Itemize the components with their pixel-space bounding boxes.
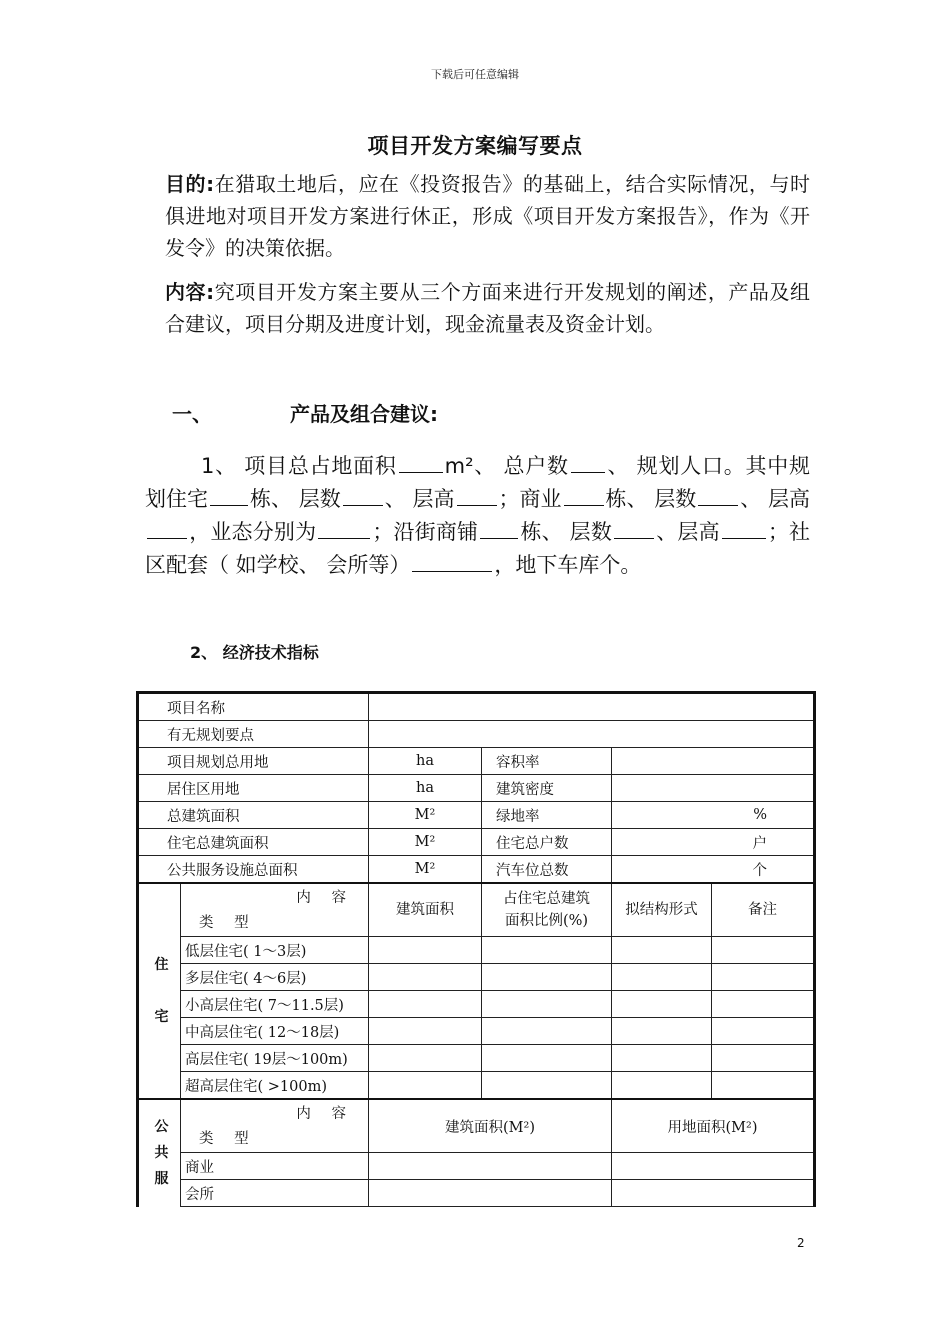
item1-text: 、 层高 (384, 487, 455, 511)
item1-text: m²、 总户数 (444, 454, 569, 478)
row-label: 多层住宅( 4～6层) (181, 964, 369, 991)
table-row (138, 883, 815, 937)
unit-cell: M² (369, 802, 482, 829)
input-cell[interactable] (369, 1018, 482, 1045)
row-label: 商业 (181, 1153, 369, 1180)
item1-paragraph (145, 450, 810, 582)
table-cell: 住宅总户数 (482, 829, 612, 856)
table-row (138, 964, 815, 991)
blank-line (480, 519, 518, 539)
table-cell: 公共服务设施总面积 (138, 856, 369, 884)
diagonal-header (181, 1099, 369, 1153)
diag-bottom: 类 型 (199, 915, 257, 931)
table-row (138, 1072, 815, 1100)
table-cell: 容积率 (482, 748, 612, 775)
table-row (138, 1099, 815, 1153)
table-cell: 项目名称 (138, 693, 369, 721)
unit-cell: ha (369, 775, 482, 802)
item1-text: ；沿街商铺 (372, 520, 479, 544)
column-header: 拟结构形式 (612, 883, 712, 937)
input-cell[interactable] (369, 1180, 612, 1207)
diag-top: 内 容 (296, 1106, 354, 1122)
diagonal-header (181, 883, 369, 937)
input-cell[interactable] (369, 1153, 612, 1180)
table-cell: 住宅总建筑面积 (138, 829, 369, 856)
unit-cell: 户 (612, 829, 815, 856)
side-char: 公 (154, 1119, 169, 1136)
input-cell[interactable] (612, 1045, 712, 1072)
content-text: 究项目开发方案主要从三个方面来进行开发规划的阐述，产品及组合建议，项目分期及进度计划，现金流量表及资金计划。 (165, 280, 811, 336)
blank-line (698, 486, 738, 506)
side-char: 共 (154, 1145, 169, 1162)
purpose-label: 目的: (165, 172, 215, 196)
section-number: 一、 (172, 402, 212, 426)
section-title: 产品及组合建议: (290, 402, 438, 426)
item1-text: ；商业 (498, 487, 562, 511)
project-name-value[interactable] (369, 693, 815, 721)
table-cell: 居住区用地 (138, 775, 369, 802)
table-cell: 建筑密度 (482, 775, 612, 802)
blank-line (571, 453, 605, 473)
input-cell[interactable] (369, 1072, 482, 1100)
blank-line (210, 486, 248, 506)
blank-line (564, 486, 604, 506)
table-cell: 总建筑面积 (138, 802, 369, 829)
item1-text: 栋、 层数 (605, 487, 697, 511)
blank-line (399, 453, 443, 473)
unit-cell: % (612, 802, 815, 829)
column-header: 备注 (712, 883, 815, 937)
input-cell[interactable] (482, 1018, 612, 1045)
input-cell[interactable] (712, 1018, 815, 1045)
column-header: 占住宅总建筑面积比例(%) (482, 883, 612, 937)
item1-text: 1、 项目总占地面积 (201, 454, 397, 478)
column-header: 建筑面积 (369, 883, 482, 937)
unit-cell: ha (369, 748, 482, 775)
table-cell: 绿地率 (482, 802, 612, 829)
input-cell[interactable] (612, 991, 712, 1018)
blank-line (318, 519, 370, 539)
table-row (138, 1180, 815, 1207)
input-cell[interactable] (612, 1180, 815, 1207)
input-cell[interactable] (712, 964, 815, 991)
row-label: 中高层住宅( 12～18层) (181, 1018, 369, 1045)
section-heading-2: 2、 经济技术指标 (190, 643, 319, 662)
input-cell[interactable] (482, 1072, 612, 1100)
table-row (138, 802, 815, 829)
table-row (138, 1153, 815, 1180)
unit-cell: M² (369, 856, 482, 884)
input-cell[interactable] (482, 937, 612, 964)
purpose-paragraph (165, 168, 810, 264)
input-cell[interactable] (612, 1072, 712, 1100)
column-header: 用地面积(M²) (612, 1099, 815, 1153)
content-paragraph (165, 276, 810, 340)
side-char: 住 (154, 957, 169, 973)
table-cell: 汽车位总数 (482, 856, 612, 884)
unit-cell: 个 (612, 856, 815, 884)
blank-line (614, 519, 654, 539)
input-cell[interactable] (482, 1045, 612, 1072)
input-cell[interactable] (369, 937, 482, 964)
input-cell[interactable] (612, 1153, 815, 1180)
public-service-side-label (138, 1099, 181, 1207)
table-row (138, 748, 815, 775)
item1-text: 、 层高 (740, 487, 810, 511)
item1-text: ，地下车库个。 (494, 553, 642, 577)
content-label: 内容: (165, 280, 215, 304)
table-cell: 有无规划要点 (138, 721, 369, 748)
input-cell[interactable] (369, 1045, 482, 1072)
side-char: 宅 (154, 1009, 169, 1025)
item1-text: ；社区配套（ 如学校、 会所等） (145, 520, 810, 577)
row-label: 小高层住宅( 7～11.5层) (181, 991, 369, 1018)
input-cell[interactable] (482, 964, 612, 991)
input-cell[interactable] (369, 991, 482, 1018)
item1-text: 栋、 层数 (520, 520, 613, 544)
table-row (138, 721, 815, 748)
unit-cell (612, 748, 815, 775)
planning-points-value[interactable] (369, 721, 815, 748)
diag-bottom: 类 型 (199, 1131, 257, 1147)
row-label: 高层住宅( 19层～100m) (181, 1045, 369, 1072)
item1-text: 、层高 (656, 520, 720, 544)
table-row (138, 991, 815, 1018)
section-heading-1 (172, 398, 438, 427)
header-note: 下载后可任意编辑 (431, 68, 519, 81)
input-cell[interactable] (712, 991, 815, 1018)
row-label: 会所 (181, 1180, 369, 1207)
input-cell[interactable] (369, 964, 482, 991)
item1-text: 栋、 层数 (250, 487, 341, 511)
table-row (138, 856, 815, 884)
table-row (138, 1045, 815, 1072)
blank-line (147, 519, 187, 539)
input-cell[interactable] (612, 1018, 712, 1045)
table-row (138, 937, 815, 964)
blank-line (722, 519, 766, 539)
blank-line (343, 486, 383, 506)
input-cell[interactable] (482, 991, 612, 1018)
diag-top: 内 容 (296, 890, 354, 906)
input-cell[interactable] (712, 1045, 815, 1072)
purpose-text: 在猎取土地后，应在《投资报告》的基础上，结合实际情况，与时俱进地对项目开发方案进行休正，形成《项目开发方案报告》，作为《开发令》的决策依据。 (165, 172, 811, 260)
table-cell: 项目规划总用地 (138, 748, 369, 775)
unit-cell: M² (369, 829, 482, 856)
column-header: 建筑面积(M²) (369, 1099, 612, 1153)
input-cell[interactable] (712, 1072, 815, 1100)
table-row (138, 829, 815, 856)
blank-line (457, 486, 497, 506)
residential-side-label (138, 883, 181, 1099)
input-cell[interactable] (612, 964, 712, 991)
item1-text: ，业态分别为 (189, 520, 317, 544)
indicator-table (136, 691, 816, 1207)
unit-cell (612, 775, 815, 802)
table-row (138, 693, 815, 721)
side-char: 服 (154, 1171, 169, 1188)
blank-line (412, 552, 492, 572)
input-cell[interactable] (612, 937, 712, 964)
page-number: 2 (797, 1236, 805, 1250)
row-label: 超高层住宅( >100m) (181, 1072, 369, 1100)
page-title: 项目开发方案编写要点 (367, 134, 583, 158)
item1-text: 、 规划人口。其中规划住宅 (145, 454, 810, 511)
row-label: 低层住宅( 1～3层) (181, 937, 369, 964)
table-row (138, 1018, 815, 1045)
table-row (138, 775, 815, 802)
input-cell[interactable] (712, 937, 815, 964)
